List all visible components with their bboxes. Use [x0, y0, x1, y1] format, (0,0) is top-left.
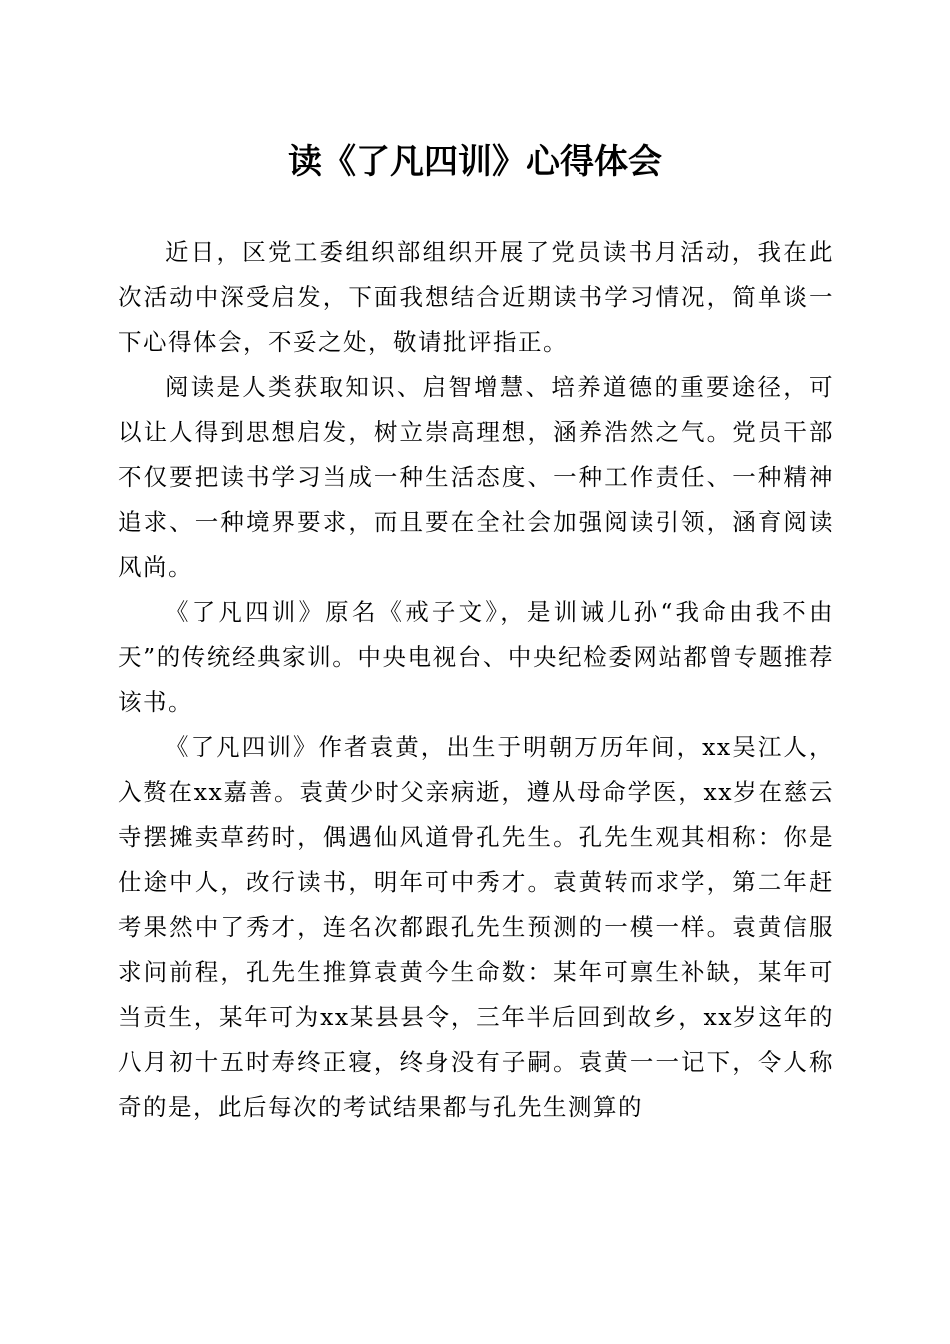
paragraph-2: 阅读是人类获取知识、启智增慧、培养道德的重要途径，可以让人得到思想启发，树立崇高理想，涵养浩然之气。党员干部不仅要把读书学习当成一种生活态度、一种工作责任、一种精神追求、一种境界要求，而且要在全社会加强阅读引领，涵育阅读风尚。	[118, 373, 834, 581]
paragraph-4: 《了凡四训》作者袁黄，出生于明朝万历年间，xx吴江人，入赘在xx嘉善。袁黄少时父亲病逝，遵从母命学医，xx岁在慈云寺摆摊卖草药时，偶遇仙风道骨孔先生。孔先生观其相称：你是仕途中人，改行读书，明年可中秀才。袁黄转而求学，第二年赶考果然中了秀才，连名次都跟孔先生预测的一模一样。袁黄信服求问前程，孔先生推算袁黄今生命数：某年可禀生补缺，某年可当贡生，某年可为xx某县县令，三年半后回到故乡，xx岁这年的八月初十五时寿终正寝，终身没有子嗣。袁黄一一记下，令人称奇的是，此后每次的考试结果都与孔先生测算的	[118, 733, 834, 1121]
paragraph-1: 近日，区党工委组织部组织开展了党员读书月活动，我在此次活动中深受启发，下面我想结合近期读书学习情况，简单谈一下心得体会，不妥之处，敬请批评指正。	[118, 238, 834, 356]
paragraph-3: 《了凡四训》原名《戒子文》，是训诫儿孙“我命由我不由天”的传统经典家训。中央电视台、中央纪检委网站都曾专题推荐该书。	[118, 598, 834, 716]
document-title: 读《了凡四训》心得体会	[288, 142, 662, 182]
document-body	[118, 230, 834, 1130]
